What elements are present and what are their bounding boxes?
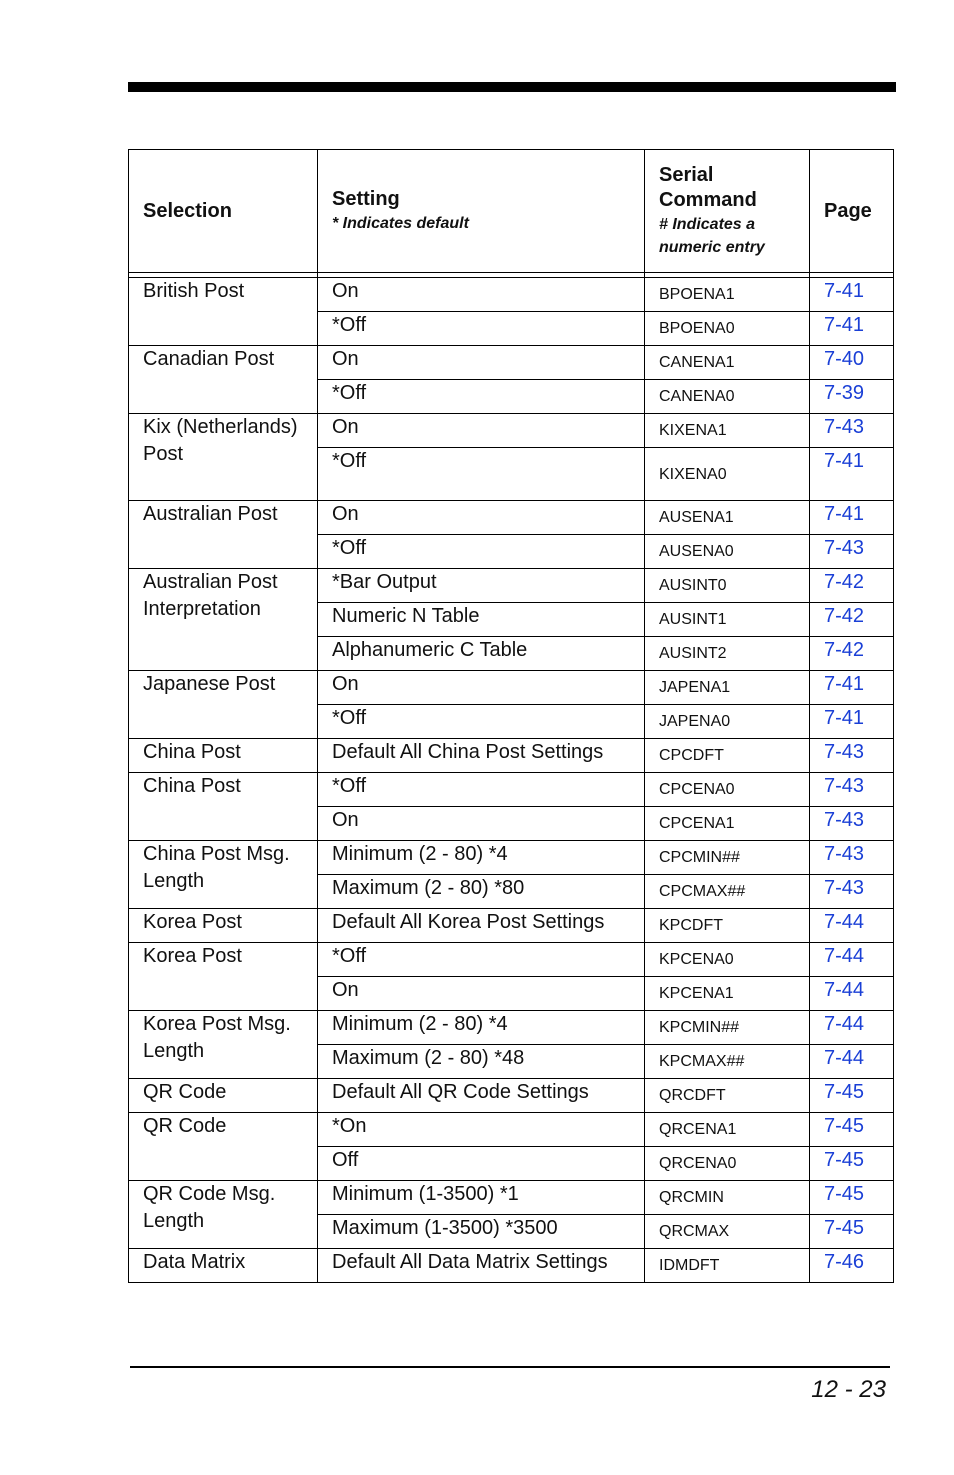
header-serial-line1: Serial <box>659 164 714 186</box>
serial-command-cell: CPCENA1 <box>645 807 810 841</box>
serial-command-table <box>128 149 894 1283</box>
setting-cell: On <box>318 977 645 1011</box>
header-selection-label: Selection <box>143 199 232 222</box>
serial-command-cell: AUSENA1 <box>645 501 810 535</box>
setting-cell: On <box>318 278 645 312</box>
page-link[interactable]: 7-45 <box>824 1149 865 1171</box>
page-cell <box>810 841 894 875</box>
serial-command-cell: CPCDFT <box>645 739 810 773</box>
page-cell <box>810 739 894 773</box>
setting-cell: Default All Korea Post Settings <box>318 909 645 943</box>
setting-cell: Maximum (1-3500) *3500 <box>318 1215 645 1249</box>
page-link[interactable]: 7-44 <box>824 979 865 1001</box>
table-row <box>129 1011 894 1045</box>
table-row <box>129 1079 894 1113</box>
page-cell <box>810 1079 894 1113</box>
page-cell <box>810 807 894 841</box>
setting-cell: On <box>318 807 645 841</box>
page-cell <box>810 346 894 380</box>
page-link[interactable]: 7-41 <box>824 450 865 472</box>
serial-command-cell: CPCMIN## <box>645 841 810 875</box>
page-link[interactable]: 7-43 <box>824 416 865 438</box>
serial-command-cell: JAPENA1 <box>645 671 810 705</box>
header-serial-line2: Command <box>659 189 757 211</box>
page-cell <box>810 773 894 807</box>
page-link[interactable]: 7-43 <box>824 809 865 831</box>
serial-command-cell: CPCENA0 <box>645 773 810 807</box>
setting-cell: *Bar Output <box>318 569 645 603</box>
serial-command-cell: KPCMIN## <box>645 1011 810 1045</box>
page-link[interactable]: 7-45 <box>824 1183 865 1205</box>
setting-cell: *Off <box>318 448 645 501</box>
selection-cell: QR Code Msg. Length <box>129 1181 318 1249</box>
page-link[interactable]: 7-39 <box>824 382 865 404</box>
page-cell <box>810 671 894 705</box>
selection-cell: QR Code <box>129 1079 318 1113</box>
serial-command-cell: AUSINT1 <box>645 603 810 637</box>
table-row <box>129 739 894 773</box>
table-row <box>129 346 894 380</box>
page-link[interactable]: 7-40 <box>824 348 865 370</box>
page-link[interactable]: 7-45 <box>824 1115 865 1137</box>
serial-command-cell: KPCENA1 <box>645 977 810 1011</box>
table-row <box>129 278 894 312</box>
selection-cell: Australian Post Interpretation <box>129 569 318 671</box>
selection-cell: Data Matrix <box>129 1249 318 1283</box>
setting-cell: Default All QR Code Settings <box>318 1079 645 1113</box>
serial-command-cell: QRCMIN <box>645 1181 810 1215</box>
table-body <box>129 278 894 1283</box>
header-page <box>810 150 894 273</box>
setting-cell: Minimum (1-3500) *1 <box>318 1181 645 1215</box>
setting-cell: Maximum (2 - 80) *48 <box>318 1045 645 1079</box>
serial-command-cell: KIXENA1 <box>645 414 810 448</box>
page-cell <box>810 1215 894 1249</box>
serial-command-cell: KPCENA0 <box>645 943 810 977</box>
setting-cell: Numeric N Table <box>318 603 645 637</box>
page-cell <box>810 875 894 909</box>
table-row <box>129 1113 894 1147</box>
table-row <box>129 773 894 807</box>
serial-command-cell: KPCDFT <box>645 909 810 943</box>
page-link[interactable]: 7-41 <box>824 280 865 302</box>
page-link[interactable]: 7-44 <box>824 1013 865 1035</box>
page-link[interactable]: 7-43 <box>824 741 865 763</box>
page-link[interactable]: 7-44 <box>824 911 865 933</box>
page-link[interactable]: 7-45 <box>824 1217 865 1239</box>
setting-cell: *Off <box>318 943 645 977</box>
page-link[interactable]: 7-43 <box>824 843 865 865</box>
serial-command-cell: QRCENA0 <box>645 1147 810 1181</box>
setting-cell: *Off <box>318 312 645 346</box>
selection-cell: Korea Post <box>129 909 318 943</box>
page-cell <box>810 1011 894 1045</box>
setting-cell: *Off <box>318 773 645 807</box>
serial-command-cell: KIXENA0 <box>645 448 810 501</box>
setting-cell: Off <box>318 1147 645 1181</box>
serial-command-cell: JAPENA0 <box>645 705 810 739</box>
header-selection <box>129 150 318 273</box>
table-row <box>129 909 894 943</box>
page-link[interactable]: 7-44 <box>824 945 865 967</box>
bottom-rule <box>130 1366 890 1368</box>
setting-cell: *On <box>318 1113 645 1147</box>
page-link[interactable]: 7-42 <box>824 605 865 627</box>
selection-cell: Australian Post <box>129 501 318 569</box>
page-link[interactable]: 7-42 <box>824 639 865 661</box>
page-cell <box>810 1147 894 1181</box>
page-cell <box>810 569 894 603</box>
header-page-label: Page <box>824 199 872 222</box>
page-cell <box>810 535 894 569</box>
setting-cell: Alphanumeric C Table <box>318 637 645 671</box>
setting-cell: Maximum (2 - 80) *80 <box>318 875 645 909</box>
page-cell <box>810 1181 894 1215</box>
serial-command-cell: AUSINT2 <box>645 637 810 671</box>
setting-cell: On <box>318 501 645 535</box>
selection-cell: China Post <box>129 773 318 841</box>
table-row <box>129 1249 894 1283</box>
selection-cell: Japanese Post <box>129 671 318 739</box>
header-setting-label: Setting <box>332 188 400 210</box>
selection-cell: British Post <box>129 278 318 346</box>
setting-cell: Minimum (2 - 80) *4 <box>318 841 645 875</box>
serial-command-cell: BPOENA0 <box>645 312 810 346</box>
header-serial-command <box>645 150 810 273</box>
serial-command-cell: QRCENA1 <box>645 1113 810 1147</box>
page-link[interactable]: 7-43 <box>824 775 865 797</box>
setting-cell: *Off <box>318 535 645 569</box>
page-cell <box>810 501 894 535</box>
serial-command-cell: AUSENA0 <box>645 535 810 569</box>
page-link[interactable]: 7-44 <box>824 1047 865 1069</box>
page-cell <box>810 603 894 637</box>
header-serial-note-line1: # Indicates a <box>659 216 756 233</box>
page-link[interactable]: 7-41 <box>824 314 865 336</box>
page-link[interactable]: 7-43 <box>824 877 865 899</box>
table-row <box>129 841 894 875</box>
serial-command-cell: BPOENA1 <box>645 278 810 312</box>
setting-cell: Default All China Post Settings <box>318 739 645 773</box>
selection-cell: Kix (Netherlands) Post <box>129 414 318 501</box>
page-link[interactable]: 7-43 <box>824 537 865 559</box>
page-cell <box>810 414 894 448</box>
page-number: 12 - 23 <box>811 1376 886 1403</box>
serial-command-cell: IDMDFT <box>645 1249 810 1283</box>
page-cell <box>810 1113 894 1147</box>
table-row <box>129 943 894 977</box>
page-cell <box>810 943 894 977</box>
page-link[interactable]: 7-46 <box>824 1251 865 1273</box>
setting-cell: On <box>318 414 645 448</box>
serial-command-cell: KPCMAX## <box>645 1045 810 1079</box>
selection-cell: QR Code <box>129 1113 318 1181</box>
table-row <box>129 414 894 448</box>
page-cell <box>810 448 894 501</box>
serial-command-cell: QRCMAX <box>645 1215 810 1249</box>
page-cell <box>810 1249 894 1283</box>
table-row <box>129 671 894 705</box>
page-cell <box>810 909 894 943</box>
serial-command-cell: AUSINT0 <box>645 569 810 603</box>
header-serial-note-line2: numeric entry <box>659 239 765 256</box>
page-link[interactable]: 7-42 <box>824 571 865 593</box>
selection-cell: China Post <box>129 739 318 773</box>
table-row <box>129 501 894 535</box>
selection-cell: Canadian Post <box>129 346 318 414</box>
header-setting-note: * Indicates default <box>332 215 469 232</box>
page-cell <box>810 637 894 671</box>
page-cell <box>810 1045 894 1079</box>
page-link[interactable]: 7-41 <box>824 707 865 729</box>
serial-command-cell: CANENA1 <box>645 346 810 380</box>
selection-cell: Korea Post Msg. Length <box>129 1011 318 1079</box>
selection-cell: China Post Msg. Length <box>129 841 318 909</box>
header-setting <box>318 150 645 273</box>
serial-command-cell: QRCDFT <box>645 1079 810 1113</box>
table-header-row <box>129 150 894 273</box>
page-link[interactable]: 7-45 <box>824 1081 865 1103</box>
page-cell <box>810 977 894 1011</box>
table-row <box>129 569 894 603</box>
page-link[interactable]: 7-41 <box>824 673 865 695</box>
setting-cell: *Off <box>318 705 645 739</box>
serial-command-cell: CPCMAX## <box>645 875 810 909</box>
page-cell <box>810 380 894 414</box>
serial-command-cell: CANENA0 <box>645 380 810 414</box>
top-rule <box>128 82 896 92</box>
setting-cell: On <box>318 671 645 705</box>
page-link[interactable]: 7-41 <box>824 503 865 525</box>
page-cell <box>810 278 894 312</box>
selection-cell: Korea Post <box>129 943 318 1011</box>
page-cell <box>810 312 894 346</box>
table-row <box>129 1181 894 1215</box>
setting-cell: Minimum (2 - 80) *4 <box>318 1011 645 1045</box>
setting-cell: On <box>318 346 645 380</box>
setting-cell: Default All Data Matrix Settings <box>318 1249 645 1283</box>
page-cell <box>810 705 894 739</box>
setting-cell: *Off <box>318 380 645 414</box>
